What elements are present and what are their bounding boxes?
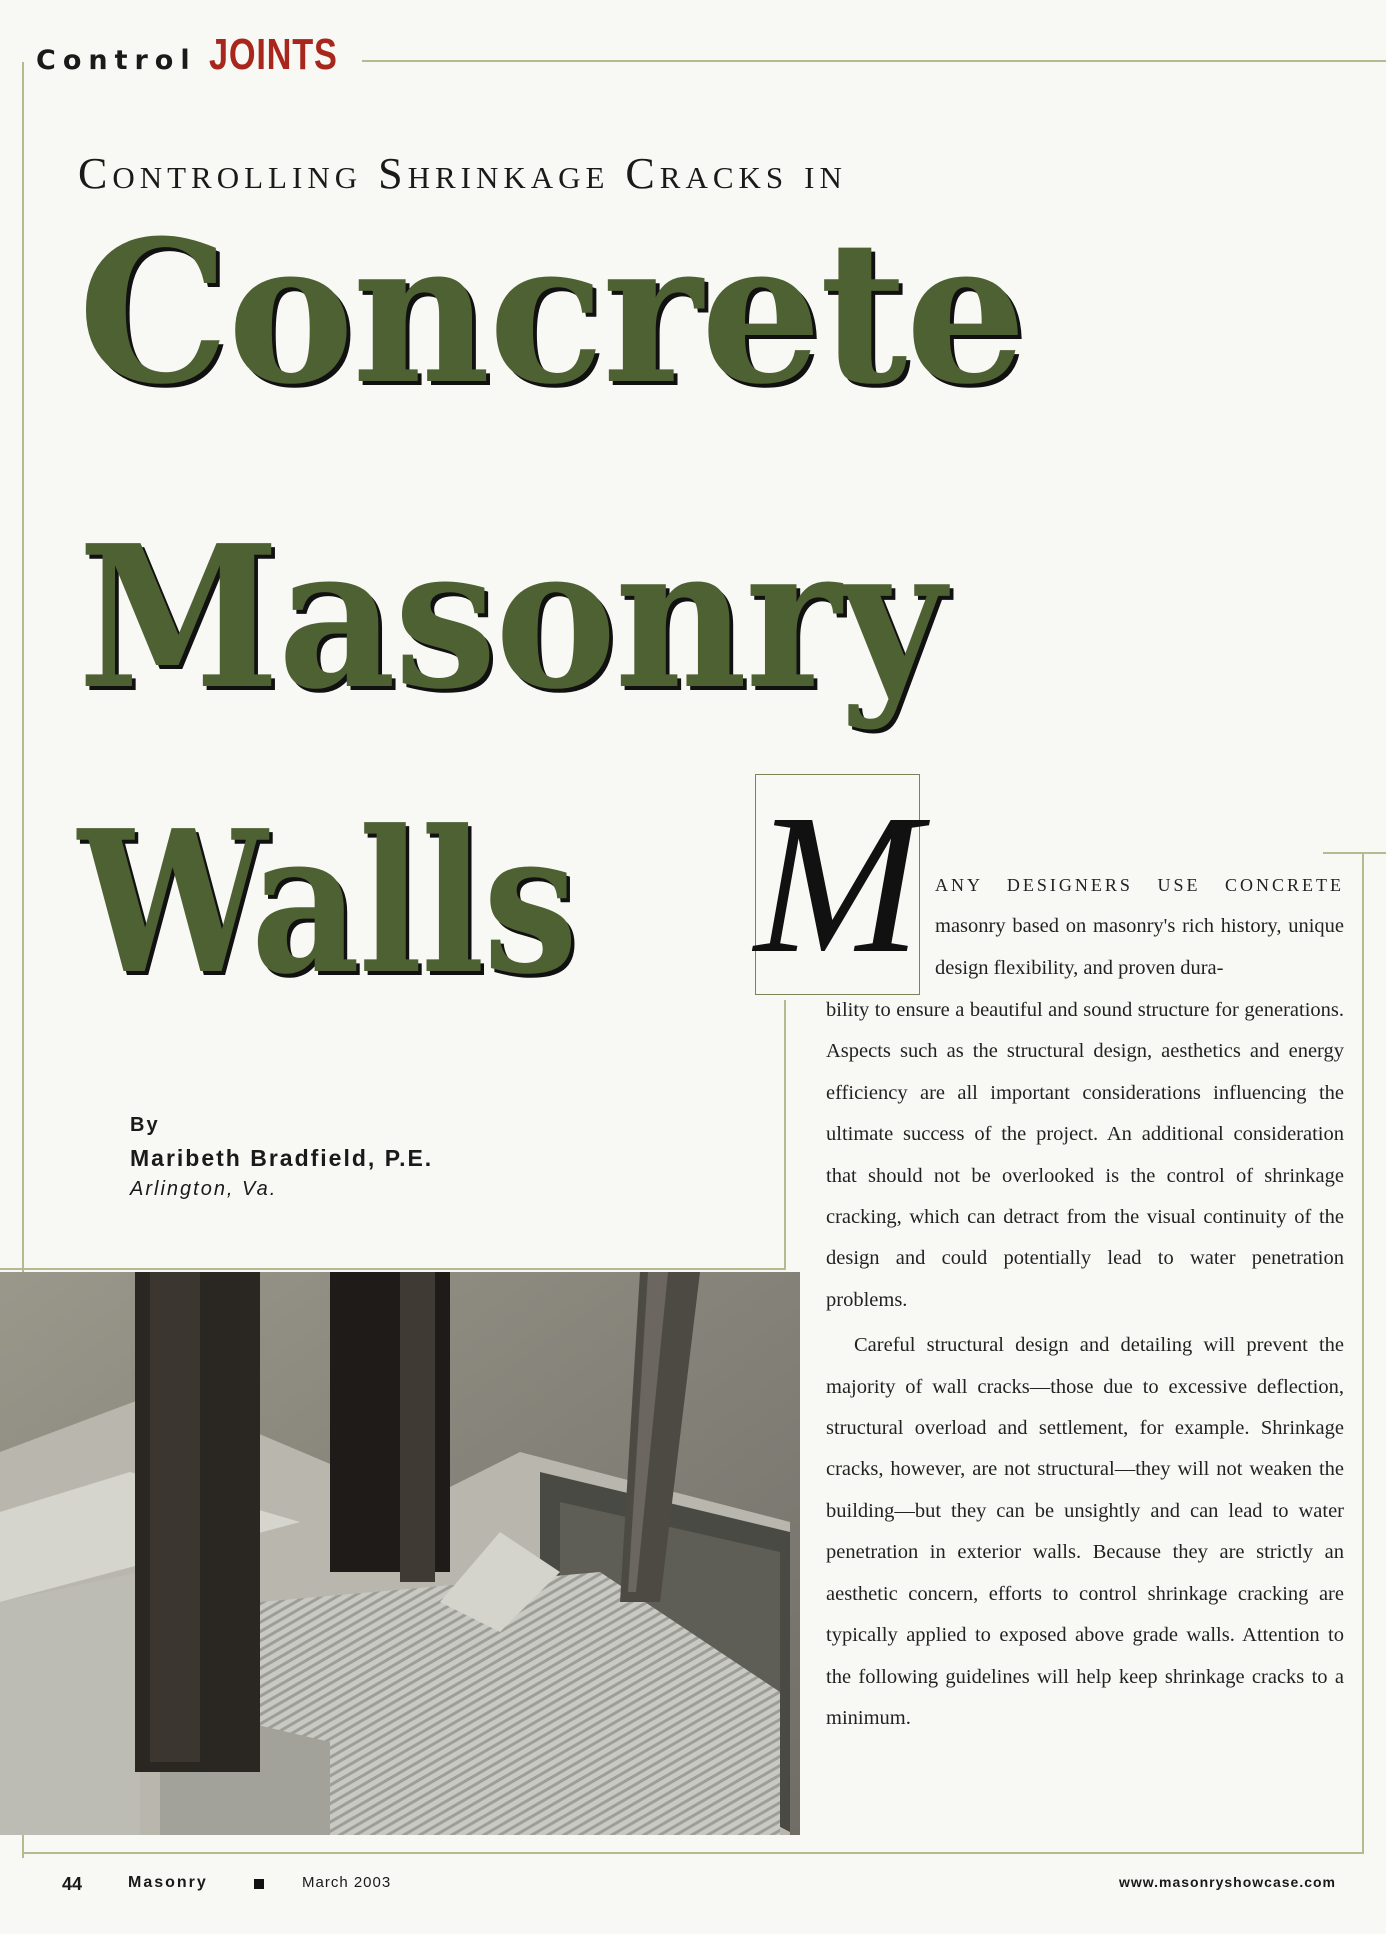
separator-square-icon (254, 1879, 264, 1889)
article-kicker: Controlling Shrinkage Cracks in (78, 149, 847, 198)
right-frame-rule (1362, 852, 1364, 1852)
title-line-1: Concrete (78, 198, 1025, 428)
paragraph-1-lead: ANY DESIGNERS USE CONCRETE (935, 875, 1344, 895)
photo-right-rule (784, 1000, 786, 1270)
issue-date: March 2003 (302, 1874, 392, 1891)
header-rule (362, 60, 1386, 62)
byline-location: Arlington, Va. (130, 1178, 278, 1200)
title-line-3: Walls (78, 788, 577, 1018)
body-text-column (826, 990, 1344, 1739)
byline-author: Maribeth Bradfield, P.E. (130, 1145, 434, 1171)
byline (130, 1114, 433, 1201)
paragraph-2: Careful structural design and detailing will prevent the majority of wall cracks—those due to excessive deflection, structural overload and settlement, for example. Shrinkage cracks, however, are not structural—they will not weaken the building—but they can be unsightly and can lead to water penetration in exterior walls. Because they are strictly an aesthetic concern, efforts to control shrinkage cracking are typically applied to exposed above grade walls. Attention to the following guidelines will help keep shrinkage cracks to a minimum. (826, 1334, 1344, 1729)
page-number: 44 (62, 1874, 83, 1894)
byline-by: By (130, 1114, 160, 1136)
section-label (36, 30, 374, 79)
magazine-name: Masonry (128, 1874, 208, 1891)
paragraph-1-first-lines: masonry based on masonry's rich history, unique design flexibility, and proven dura- (935, 915, 1344, 979)
drop-cap: M (754, 773, 921, 995)
paragraph-1-rest: bility to ensure a beautiful and sound structure for generations. Aspects such as the structural design, aesthetics and energy efficiency are all important considerations influencing the ultimate success of the project. An additional consideration that should not be overlooked is the control of shrinkage cracking, which can detract from the visual continuity of the design and could potentially lead to water penetration problems. (826, 999, 1344, 1311)
section-word: Control (36, 45, 197, 76)
section-accent: JOINTS (208, 30, 338, 79)
title-line-2: Masonry (78, 503, 944, 733)
website-link[interactable]: www.masonryshowcase.com (1119, 1874, 1336, 1890)
footer-rule (22, 1852, 1364, 1854)
photo-top-rule (0, 1268, 786, 1270)
page-footer (62, 1874, 1336, 1904)
right-top-rule (1323, 852, 1386, 854)
paragraph-1-opening (935, 865, 1344, 989)
article-photo (0, 1272, 800, 1835)
